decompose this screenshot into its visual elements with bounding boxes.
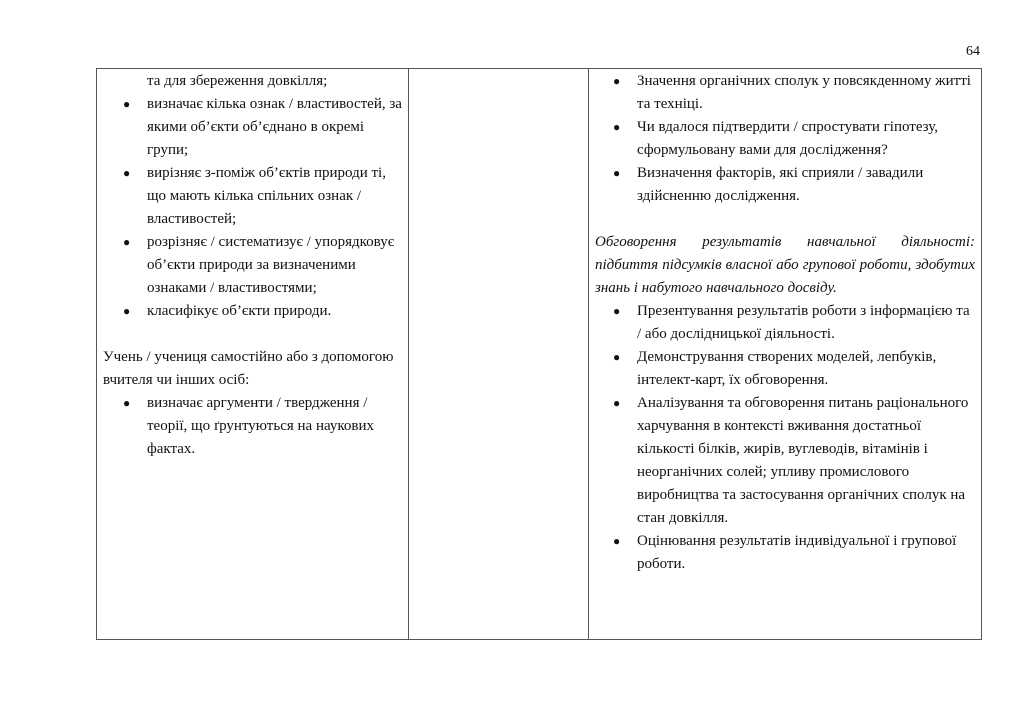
- table-row: [97, 69, 982, 640]
- list-item: ● класифікує об’єкти природи.: [103, 300, 402, 323]
- discussion-heading: Обговорення результатів навчальної діяльності: підбиття підсумків власної або групової роботи, здобутих знань і набутого навчального досвіду.: [595, 234, 975, 296]
- bullet-icon: ●: [123, 235, 131, 249]
- list-item: ● визначає кілька ознак / властивостей, за якими об’єкти об’єднано в окремі групи;: [103, 93, 402, 162]
- empty-cell: [409, 69, 589, 640]
- list-item: ● Оцінювання результатів індивідуальної і групової роботи.: [595, 530, 975, 576]
- list-item: ● вирізняє з-поміж об’єктів природи ті, що мають кілька спільних ознак / властивостей;: [103, 162, 402, 231]
- questions-list: [595, 70, 975, 208]
- list-item: ● Значення органічних сполук у повсякденному житті та техніці.: [595, 70, 975, 116]
- list-item: ● Чи вдалося підтвердити / спростувати гіпотезу, сформульовану вами для дослідження?: [595, 116, 975, 162]
- bullet-icon: ●: [613, 120, 621, 134]
- skills-list: [103, 93, 402, 323]
- list-item: ● Аналізування та обговорення питань раціонального харчування в контексті вживання достатньої кількості білків, жирів, вуглеводів, вітамінів і неорганічних солей; упливу промислового виробництва та застосування органічних сполук на стан довкілля.: [595, 392, 975, 530]
- bullet-icon: ●: [123, 396, 131, 410]
- list-item: ● визначає аргументи / твердження / теорії, що ґрунтуються на наукових фактах.: [103, 392, 402, 461]
- bullet-icon: ●: [123, 166, 131, 180]
- bullet-icon: ●: [613, 396, 621, 410]
- bullet-icon: ●: [613, 534, 621, 548]
- bullet-icon: ●: [123, 97, 131, 111]
- list-item: ● Презентування результатів роботи з інформацією та / або дослідницької діяльності.: [595, 300, 975, 346]
- bullet-icon: ●: [613, 166, 621, 180]
- expected-results-cell: [97, 69, 409, 640]
- list-item: ● розрізняє / систематизує / упорядковує об’єкти природи за визначеними ознаками / властивостями;: [103, 231, 402, 300]
- page-number: 64: [966, 44, 980, 59]
- student-paragraph: Учень / учениця самостійно або з допомогою вчителя чи інших осіб:: [103, 349, 394, 388]
- discussion-list: [595, 300, 975, 576]
- arguments-list: [103, 392, 402, 461]
- continuation-text: та для збереження довкілля;: [147, 73, 328, 89]
- list-item: ● Визначення факторів, які сприяли / завадили здійсненню дослідження.: [595, 162, 975, 208]
- bullet-icon: ●: [613, 350, 621, 364]
- list-item: ● Демонстрування створених моделей, лепбуків, інтелект-карт, їх обговорення.: [595, 346, 975, 392]
- bullet-icon: ●: [613, 74, 621, 88]
- activities-cell: [589, 69, 982, 640]
- content-table: [96, 68, 982, 640]
- bullet-icon: ●: [613, 304, 621, 318]
- bullet-icon: ●: [123, 304, 131, 318]
